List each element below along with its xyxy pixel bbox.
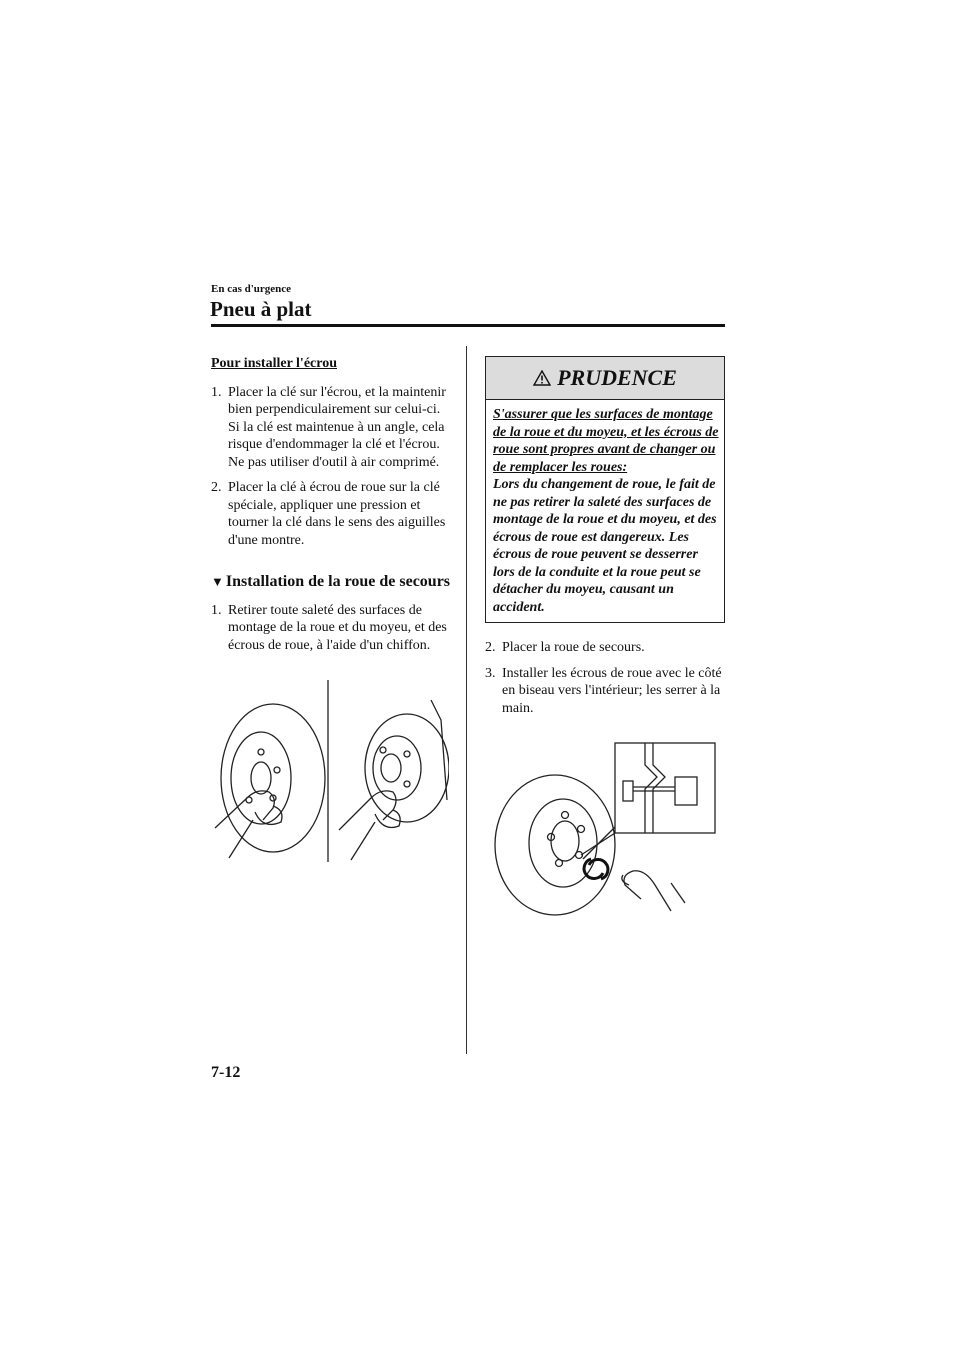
step-number: 1. <box>211 602 222 618</box>
section-heading <box>211 573 449 591</box>
title-rule <box>211 324 725 327</box>
right-column <box>485 356 725 923</box>
caution-body <box>486 400 724 622</box>
subheading-install-nut: Pour installer l'écrou <box>211 356 337 371</box>
caution-text: Lors du changement de roue, le fait de ne pas retirer la saleté des surfaces de montage de la roue et du moyeu, et des écrous de roue est dangereux. Les écrous de roue peuvent se desserrer lors de la conduite et la roue peut se détacher du moyeu, causant un accident. <box>493 477 717 615</box>
page-title: Pneu à plat <box>210 297 312 321</box>
warning-triangle-icon <box>533 370 551 386</box>
step-number: 2. <box>485 640 496 655</box>
step-number: 3. <box>485 665 496 681</box>
section-label: En cas d'urgence <box>211 283 292 295</box>
step-number: 1. <box>211 384 222 400</box>
caution-header <box>486 357 724 400</box>
step-item <box>485 665 725 718</box>
right-steps <box>485 639 725 717</box>
down-triangle-icon: ▼ <box>211 574 224 589</box>
step-text: Placer la clé sur l'écrou, et la maintenir bien perpendiculairement sur celui-ci. Si la clé est maintenue à un angle, cela risque d'endommager la clé et l'écrou. Ne pas utiliser d'outil à air comprimé. <box>228 384 446 470</box>
step-text: Placer la clé à écrou de roue sur la clé spéciale, appliquer une pression et tourner la clé dans le sens des aiguilles d'une montre. <box>228 480 446 548</box>
wheel-cleaning-illustration <box>211 680 449 862</box>
caution-title: PRUDENCE <box>557 365 677 391</box>
step-item <box>211 479 449 549</box>
step-item <box>211 602 449 655</box>
step-item <box>211 384 449 472</box>
step-text: Placer la roue de secours. <box>502 640 645 655</box>
spare-wheel-nut-illustration <box>485 735 717 917</box>
step-text: Retirer toute saleté des surfaces de montage de la roue et du moyeu, et des écrous de roue, à l'aide d'un chiffon. <box>228 602 447 653</box>
step-item <box>485 639 725 657</box>
step-number: 2. <box>211 480 222 495</box>
left-column <box>211 355 449 868</box>
step-text: Installer les écrous de roue avec le côté en biseau vers l'intérieur; les serrer à la main. <box>502 665 722 716</box>
caution-lead: S'assurer que les surfaces de montage de la roue et du moyeu, et les écrous de roue sont propres avant de changer ou de remplacer les roues: <box>493 407 719 475</box>
section-heading-text: Installation de la roue de secours <box>225 573 451 590</box>
caution-box <box>485 356 725 623</box>
column-divider <box>466 346 467 1054</box>
page-number: 7-12 <box>211 1064 241 1081</box>
